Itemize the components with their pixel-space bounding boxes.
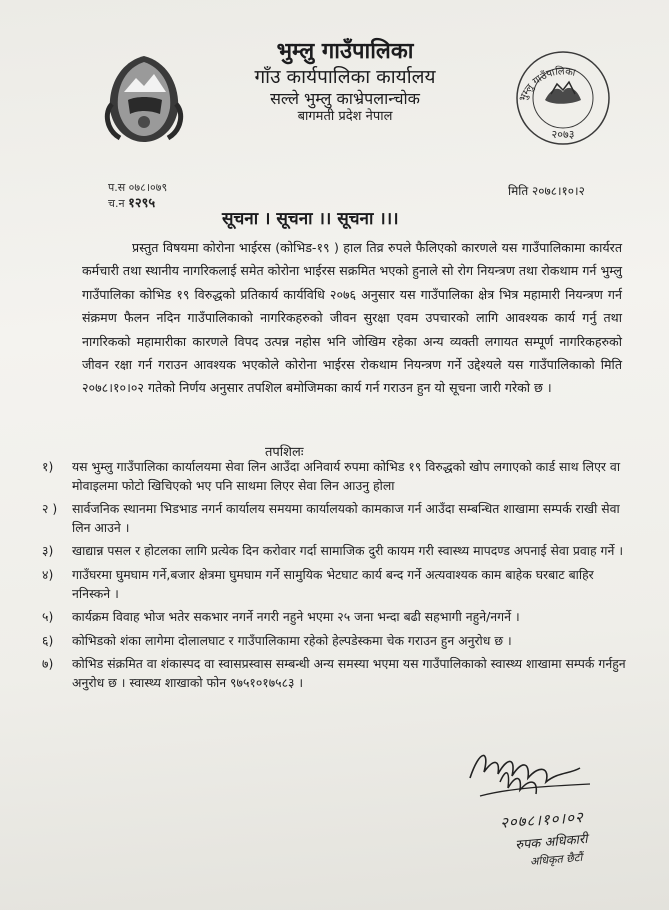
handwritten-signature [450, 738, 600, 808]
item-number: २ ) [42, 501, 58, 517]
seal-year: २०७३ [551, 128, 575, 141]
seal-ring-text: भुम्लु गाउँपालिका [517, 66, 577, 104]
notice-title: सूचना । सूचना ।। सूचना ।।। [222, 209, 399, 229]
municipality-seal-icon [507, 38, 619, 150]
list-item [42, 458, 632, 495]
signatory-title: अधिकृत छैटौं [529, 850, 583, 869]
office-header [200, 38, 490, 126]
item-number: ६) [42, 632, 54, 648]
list-item [42, 542, 632, 561]
province-country: बागमती प्रदेश नेपाल [297, 109, 393, 125]
dispatch-label: च.न [108, 197, 125, 210]
list-item [42, 566, 632, 603]
reference-block [108, 180, 167, 212]
list-item [42, 500, 632, 537]
dispatch-number: १२९५ [128, 196, 156, 211]
item-text: यस भुम्लु गाउँपालिका कार्यालयमा सेवा लिन आउँदा अनिवार्य रुपमा कोभिड १९ विरुद्धको खोप लगाएको कार्ड साथ लिएर वा मोवाइलमा फोटो खिचिएको भए पनि साथमा लिएर सेवा लिन आउनु होला [72, 459, 621, 493]
list-item [42, 632, 632, 651]
office-name: गाँउ कार्यपालिका कार्यालय [254, 65, 436, 88]
item-number: ४) [42, 566, 54, 582]
list-item [42, 655, 632, 692]
item-text: सार्वजनिक स्थानमा भिडभाड नगर्न कार्यालय समयमा कार्यालयको कामकाज गर्न आउँदा सम्बन्धित शाखामा सम्पर्क राखी सेवा लिन आउने । [72, 501, 620, 535]
item-number: ७) [42, 656, 54, 672]
item-text: गाउँघरमा घुमघाम गर्ने,बजार क्षेत्रमा घुमघाम गर्ने सामुयिक भेटघाट कार्य बन्द गर्ने अत्यवाश्यक काम बाहेक घरबाट बाहिर ननिस्कने । [72, 566, 594, 601]
nepal-emblem-icon [100, 52, 188, 144]
office-address: सल्ले भुम्लु काभ्रेपलान्चोक [270, 89, 420, 109]
item-number: ५) [42, 609, 54, 625]
details-list [42, 458, 632, 698]
list-item [42, 608, 632, 627]
item-text: खाद्यान्न पसल र होटलका लागि प्रत्येक दिन करोवार गर्दा सामाजिक दुरी कायम गरी स्वास्थ्य मापदण्ड अपनाई सेवा प्रवाह गर्ने । [72, 543, 624, 559]
body-paragraph: प्रस्तुत विषयमा कोरोना भाईरस (कोभिड-१९ ) हाल तिव्र रुपले फैलिएको कारणले यस गाउँपालिकामा कार्यरत कर्मचारी तथा स्थानीय नागरिकलाई समेत कोरोना भाईरस सक्रमित भएको हुनाले सो रोग नियन्त्रण तथा रोकथाम गर्न भुम्लु गाउँपालिका कोभिड १९ विरुद्धको प्रतिकार्य कार्यविधि २०७६ अनुसार यस गाउँपालिका क्षेत्र भित्र महामारी नियन्त्रण गर्न संक्रमण फैलन नदिन गाउँपालिकाको नागरिकहरुको जीवन सुरक्षा एवम उपचारको लागि आवश्यक कार्य गर्नु तथा नागरिकको महामारीका कारणले विपद उत्पन्न नहोस भनि जोखिम रहेका अन्य व्यक्ती लगायत सम्पूर्ण नागरिकहरुको जीवन रक्षा गर्न गराउन आवश्यक भएकोले कोरोना भाईरस रोकथाम नियन्त्रण गर्ने उद्देश्यले यस गाउँपालिकाको मिति २०७८।१०।०२ गतेको निर्णय अनुसार तपशिल बमोजिमका कार्य गर्न गराउन हुन यो सूचना जारी गरेको छ । [82, 240, 622, 396]
item-text: कोभिड संक्रमित वा शंकास्पद वा स्वासप्रस्वास सम्बन्धी अन्य समस्या भएमा यस गाउँपालिकाको स्वास्थ्य शाखामा सम्पर्क गर्नहुन अनुरोध छ । स्वास्थ्य शाखाको फोन ९७५१०१७५८३ । [72, 656, 626, 690]
signature-date: २०७८।१०।०२ [499, 808, 585, 832]
item-number: ३) [42, 543, 54, 559]
item-number: १) [42, 459, 54, 474]
details-heading: तपशिलः [265, 445, 304, 460]
signatory-name: रुपक अधिकारी [514, 831, 589, 854]
item-text: कोभिडको शंका लागेमा दोलालघाट र गाउँपालिकामा रहेको हेल्पडेस्कमा चेक गराउन हुन अनुरोध छ । [72, 632, 512, 648]
letter-number: प.स ०७८।०७९ [108, 181, 168, 194]
municipality-name: भुम्लु गाउँपालिका [276, 39, 414, 64]
notice-body [82, 236, 622, 400]
notice-date: मिति २०७८।१०।२ [508, 184, 585, 198]
item-text: कार्यक्रम विवाह भोज भतेर सकभार नगर्ने नगरी नहुने भएमा २५ जना भन्दा बढी सहभागी नहुने/नगर्ने । [72, 609, 520, 625]
